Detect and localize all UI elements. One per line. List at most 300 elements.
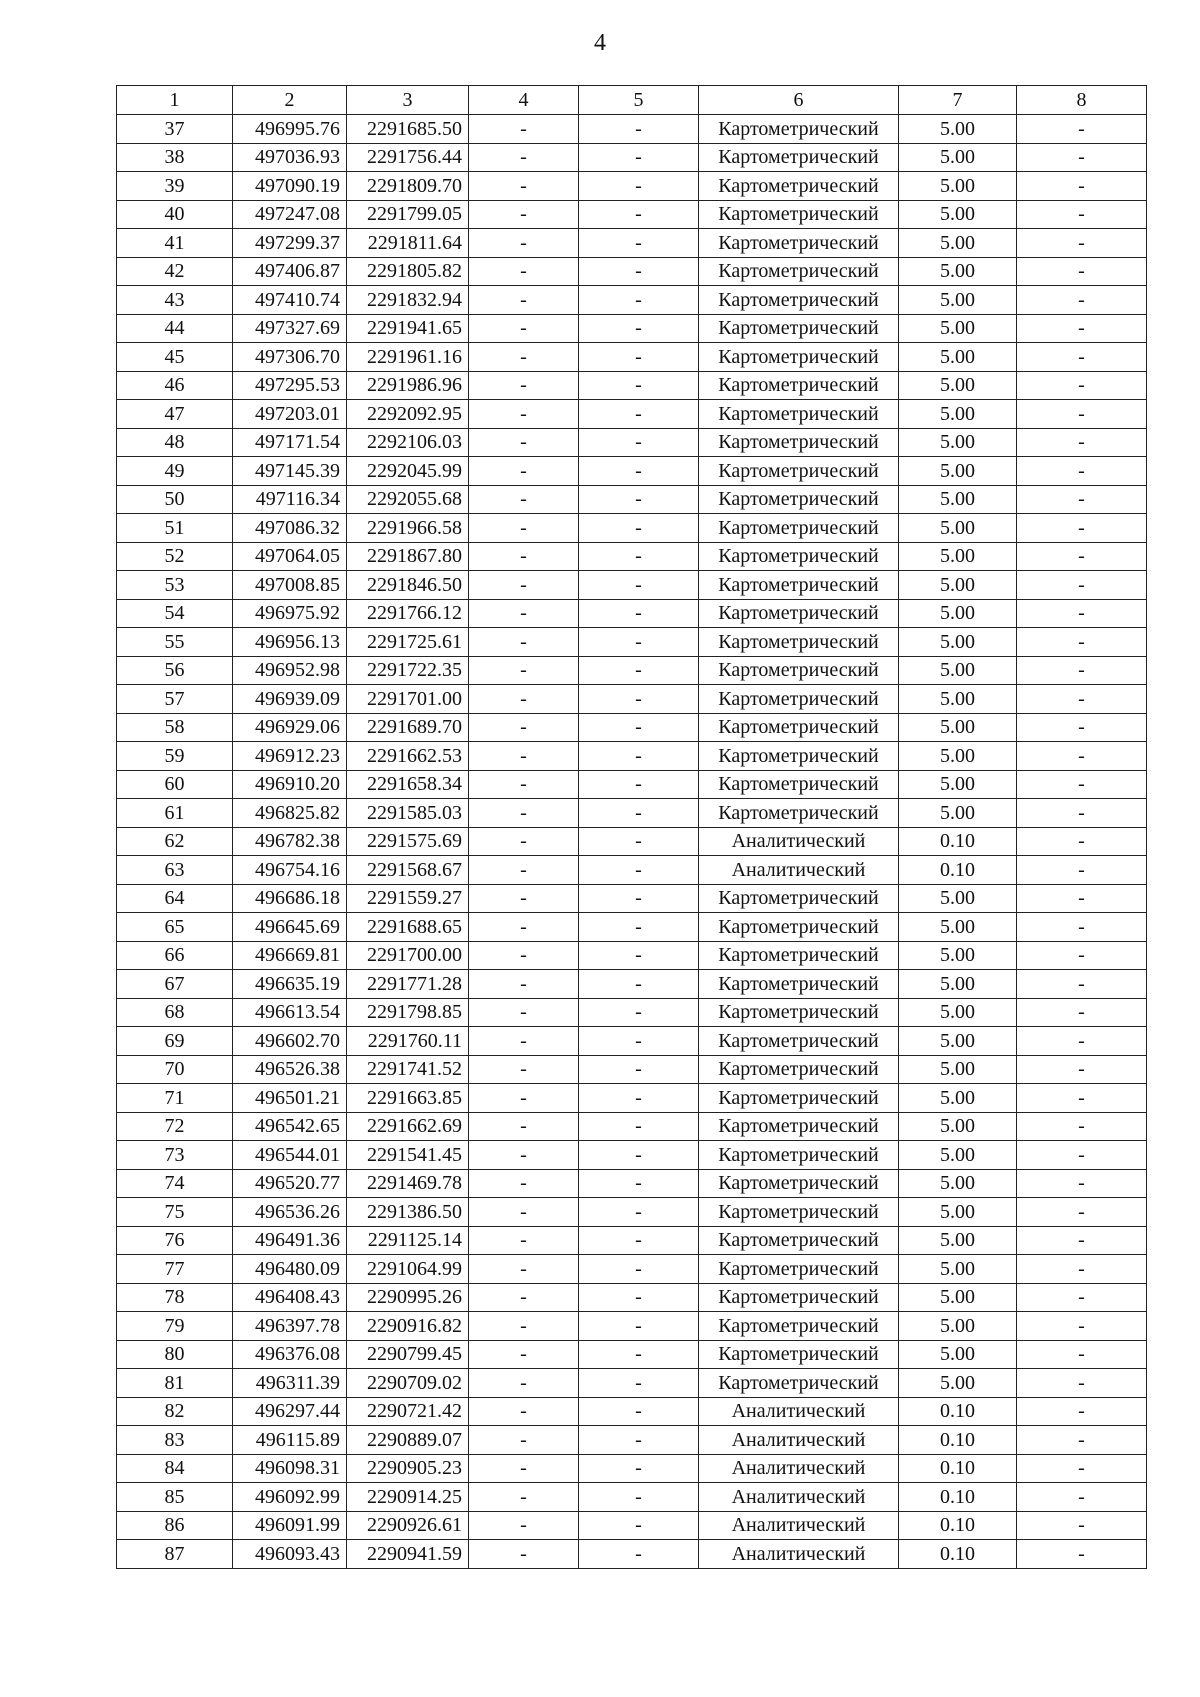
cell-method: Аналитический [699,1540,899,1569]
cell-col-8-value: - [1017,143,1147,172]
cell-col-8-value: - [1017,1540,1147,1569]
cell-y-coordinate: 2290995.26 [347,1283,469,1312]
table-row [117,400,1147,429]
cell-col-8-value: - [1017,1198,1147,1227]
cell-method: Картометрический [699,115,899,144]
table-row [117,656,1147,685]
cell-accuracy: 5.00 [899,656,1017,685]
cell-accuracy: 5.00 [899,685,1017,714]
cell-accuracy: 5.00 [899,428,1017,457]
table-row [117,1283,1147,1312]
cell-col-5-value: - [579,371,699,400]
cell-method: Картометрический [699,1055,899,1084]
cell-method: Картометрический [699,542,899,571]
cell-method: Картометрический [699,970,899,999]
cell-x-coordinate: 497036.93 [233,143,347,172]
cell-col-5-value: - [579,1426,699,1455]
cell-col-8-value: - [1017,1255,1147,1284]
cell-method: Картометрический [699,1169,899,1198]
cell-col-8-value: - [1017,856,1147,885]
cell-col-4-value: - [469,1027,579,1056]
cell-accuracy: 5.00 [899,200,1017,229]
cell-y-coordinate: 2291469.78 [347,1169,469,1198]
table-row [117,1540,1147,1569]
table-header-row [117,86,1147,115]
cell-col-4-value: - [469,884,579,913]
cell-x-coordinate: 496825.82 [233,799,347,828]
cell-accuracy: 5.00 [899,1226,1017,1255]
cell-point-number: 57 [117,685,233,714]
cell-point-number: 45 [117,343,233,372]
cell-method: Аналитический [699,856,899,885]
cell-col-5-value: - [579,457,699,486]
cell-accuracy: 5.00 [899,229,1017,258]
cell-y-coordinate: 2291585.03 [347,799,469,828]
cell-col-8-value: - [1017,286,1147,315]
cell-col-8-value: - [1017,1055,1147,1084]
cell-x-coordinate: 497203.01 [233,400,347,429]
cell-y-coordinate: 2290721.42 [347,1397,469,1426]
cell-col-5-value: - [579,713,699,742]
cell-col-8-value: - [1017,1027,1147,1056]
cell-accuracy: 5.00 [899,1283,1017,1312]
cell-accuracy: 5.00 [899,884,1017,913]
cell-x-coordinate: 497008.85 [233,571,347,600]
cell-col-5-value: - [579,1369,699,1398]
cell-col-4-value: - [469,257,579,286]
cell-accuracy: 5.00 [899,400,1017,429]
cell-x-coordinate: 497295.53 [233,371,347,400]
cell-accuracy: 0.10 [899,856,1017,885]
cell-method: Картометрический [699,371,899,400]
cell-x-coordinate: 496526.38 [233,1055,347,1084]
cell-accuracy: 5.00 [899,770,1017,799]
cell-col-5-value: - [579,827,699,856]
cell-col-5-value: - [579,1255,699,1284]
cell-y-coordinate: 2292106.03 [347,428,469,457]
cell-col-8-value: - [1017,314,1147,343]
cell-method: Картометрический [699,1198,899,1227]
cell-x-coordinate: 497116.34 [233,485,347,514]
cell-point-number: 77 [117,1255,233,1284]
cell-point-number: 47 [117,400,233,429]
cell-col-4-value: - [469,1426,579,1455]
table-row [117,257,1147,286]
cell-x-coordinate: 497410.74 [233,286,347,315]
cell-point-number: 59 [117,742,233,771]
cell-accuracy: 5.00 [899,1198,1017,1227]
cell-point-number: 53 [117,571,233,600]
cell-accuracy: 5.00 [899,371,1017,400]
cell-y-coordinate: 2291685.50 [347,115,469,144]
cell-method: Картометрический [699,656,899,685]
cell-x-coordinate: 496686.18 [233,884,347,913]
cell-col-8-value: - [1017,1312,1147,1341]
cell-col-4-value: - [469,628,579,657]
table-row [117,1226,1147,1255]
cell-col-8-value: - [1017,1340,1147,1369]
cell-col-5-value: - [579,1511,699,1540]
cell-method: Картометрический [699,400,899,429]
cell-accuracy: 5.00 [899,1369,1017,1398]
cell-method: Картометрический [699,685,899,714]
cell-x-coordinate: 496754.16 [233,856,347,885]
cell-col-4-value: - [469,200,579,229]
cell-accuracy: 5.00 [899,1112,1017,1141]
cell-col-5-value: - [579,485,699,514]
cell-x-coordinate: 496956.13 [233,628,347,657]
cell-col-5-value: - [579,1226,699,1255]
table-row [117,913,1147,942]
cell-x-coordinate: 497306.70 [233,343,347,372]
cell-col-8-value: - [1017,1112,1147,1141]
cell-col-8-value: - [1017,115,1147,144]
cell-method: Картометрический [699,514,899,543]
cell-point-number: 48 [117,428,233,457]
table-row [117,770,1147,799]
cell-method: Картометрический [699,628,899,657]
cell-col-5-value: - [579,314,699,343]
cell-x-coordinate: 496408.43 [233,1283,347,1312]
cell-col-8-value: - [1017,599,1147,628]
cell-x-coordinate: 496542.65 [233,1112,347,1141]
cell-x-coordinate: 496782.38 [233,827,347,856]
cell-col-4-value: - [469,656,579,685]
table-row [117,1340,1147,1369]
table-row [117,485,1147,514]
cell-y-coordinate: 2291064.99 [347,1255,469,1284]
cell-x-coordinate: 497145.39 [233,457,347,486]
cell-y-coordinate: 2291541.45 [347,1141,469,1170]
cell-y-coordinate: 2291805.82 [347,257,469,286]
cell-x-coordinate: 496491.36 [233,1226,347,1255]
column-header-4: 4 [469,86,579,115]
cell-y-coordinate: 2290926.61 [347,1511,469,1540]
cell-x-coordinate: 497171.54 [233,428,347,457]
cell-method: Картометрический [699,1255,899,1284]
column-header-8: 8 [1017,86,1147,115]
cell-col-4-value: - [469,1255,579,1284]
cell-point-number: 78 [117,1283,233,1312]
cell-x-coordinate: 496995.76 [233,115,347,144]
cell-y-coordinate: 2291559.27 [347,884,469,913]
cell-col-4-value: - [469,827,579,856]
cell-method: Картометрический [699,713,899,742]
cell-col-8-value: - [1017,200,1147,229]
cell-col-5-value: - [579,1540,699,1569]
cell-col-4-value: - [469,115,579,144]
cell-col-4-value: - [469,998,579,1027]
cell-col-8-value: - [1017,371,1147,400]
cell-col-5-value: - [579,229,699,258]
table-row [117,428,1147,457]
cell-col-8-value: - [1017,229,1147,258]
column-header-2: 2 [233,86,347,115]
cell-accuracy: 5.00 [899,970,1017,999]
cell-point-number: 80 [117,1340,233,1369]
coordinates-table [116,85,1147,1569]
cell-x-coordinate: 496929.06 [233,713,347,742]
cell-col-4-value: - [469,343,579,372]
cell-method: Картометрический [699,571,899,600]
cell-method: Картометрический [699,742,899,771]
cell-col-5-value: - [579,428,699,457]
cell-x-coordinate: 496115.89 [233,1426,347,1455]
cell-accuracy: 5.00 [899,286,1017,315]
cell-point-number: 43 [117,286,233,315]
cell-y-coordinate: 2291832.94 [347,286,469,315]
table-row [117,1312,1147,1341]
cell-point-number: 50 [117,485,233,514]
cell-y-coordinate: 2291700.00 [347,941,469,970]
cell-col-4-value: - [469,428,579,457]
cell-method: Картометрический [699,913,899,942]
cell-col-8-value: - [1017,1483,1147,1512]
cell-col-8-value: - [1017,685,1147,714]
cell-accuracy: 0.10 [899,1454,1017,1483]
cell-point-number: 75 [117,1198,233,1227]
cell-col-4-value: - [469,371,579,400]
cell-col-4-value: - [469,172,579,201]
table-row [117,1397,1147,1426]
cell-accuracy: 0.10 [899,1426,1017,1455]
table-row [117,172,1147,201]
cell-y-coordinate: 2291701.00 [347,685,469,714]
cell-accuracy: 0.10 [899,827,1017,856]
cell-y-coordinate: 2290889.07 [347,1426,469,1455]
cell-accuracy: 5.00 [899,1084,1017,1113]
cell-y-coordinate: 2291766.12 [347,599,469,628]
cell-point-number: 70 [117,1055,233,1084]
cell-col-4-value: - [469,400,579,429]
cell-accuracy: 5.00 [899,571,1017,600]
cell-col-5-value: - [579,115,699,144]
cell-point-number: 82 [117,1397,233,1426]
cell-point-number: 71 [117,1084,233,1113]
cell-y-coordinate: 2291941.65 [347,314,469,343]
table-row [117,1511,1147,1540]
cell-x-coordinate: 496613.54 [233,998,347,1027]
cell-point-number: 41 [117,229,233,258]
cell-method: Картометрический [699,457,899,486]
cell-method: Картометрический [699,998,899,1027]
cell-col-5-value: - [579,628,699,657]
cell-accuracy: 5.00 [899,143,1017,172]
cell-col-8-value: - [1017,970,1147,999]
cell-x-coordinate: 496093.43 [233,1540,347,1569]
cell-col-8-value: - [1017,428,1147,457]
cell-point-number: 68 [117,998,233,1027]
cell-accuracy: 5.00 [899,941,1017,970]
cell-x-coordinate: 497327.69 [233,314,347,343]
table-row [117,856,1147,885]
cell-x-coordinate: 496669.81 [233,941,347,970]
cell-col-4-value: - [469,286,579,315]
cell-y-coordinate: 2291741.52 [347,1055,469,1084]
cell-col-8-value: - [1017,172,1147,201]
cell-col-4-value: - [469,514,579,543]
cell-point-number: 51 [117,514,233,543]
cell-col-8-value: - [1017,913,1147,942]
cell-accuracy: 5.00 [899,1027,1017,1056]
cell-accuracy: 5.00 [899,115,1017,144]
cell-col-4-value: - [469,970,579,999]
cell-point-number: 85 [117,1483,233,1512]
table-row [117,941,1147,970]
cell-y-coordinate: 2290914.25 [347,1483,469,1512]
cell-accuracy: 0.10 [899,1511,1017,1540]
cell-col-8-value: - [1017,1369,1147,1398]
cell-col-4-value: - [469,1369,579,1398]
cell-x-coordinate: 497406.87 [233,257,347,286]
cell-col-4-value: - [469,1169,579,1198]
cell-col-4-value: - [469,1112,579,1141]
cell-x-coordinate: 497086.32 [233,514,347,543]
table-row [117,229,1147,258]
cell-col-8-value: - [1017,542,1147,571]
cell-col-4-value: - [469,143,579,172]
cell-x-coordinate: 496311.39 [233,1369,347,1398]
cell-col-8-value: - [1017,656,1147,685]
cell-point-number: 37 [117,115,233,144]
cell-x-coordinate: 497299.37 [233,229,347,258]
cell-col-5-value: - [579,1198,699,1227]
table-row [117,1255,1147,1284]
cell-point-number: 83 [117,1426,233,1455]
table-row [117,1169,1147,1198]
cell-x-coordinate: 496501.21 [233,1084,347,1113]
cell-y-coordinate: 2291811.64 [347,229,469,258]
cell-point-number: 44 [117,314,233,343]
cell-col-8-value: - [1017,400,1147,429]
cell-accuracy: 5.00 [899,343,1017,372]
cell-x-coordinate: 497064.05 [233,542,347,571]
cell-method: Картометрический [699,257,899,286]
cell-col-4-value: - [469,1084,579,1113]
cell-method: Картометрический [699,799,899,828]
cell-method: Аналитический [699,1397,899,1426]
table-body [117,115,1147,1569]
cell-method: Картометрический [699,1027,899,1056]
table-row [117,799,1147,828]
cell-col-8-value: - [1017,1511,1147,1540]
table-row [117,571,1147,600]
cell-col-5-value: - [579,913,699,942]
cell-col-4-value: - [469,1454,579,1483]
cell-col-5-value: - [579,970,699,999]
cell-accuracy: 5.00 [899,1255,1017,1284]
cell-accuracy: 5.00 [899,1055,1017,1084]
cell-y-coordinate: 2292055.68 [347,485,469,514]
cell-accuracy: 5.00 [899,314,1017,343]
cell-col-8-value: - [1017,884,1147,913]
cell-method: Картометрический [699,1084,899,1113]
cell-accuracy: 5.00 [899,542,1017,571]
cell-col-8-value: - [1017,998,1147,1027]
cell-col-5-value: - [579,1283,699,1312]
table-row [117,884,1147,913]
cell-method: Картометрический [699,428,899,457]
column-header-3: 3 [347,86,469,115]
table-row [117,998,1147,1027]
cell-method: Картометрический [699,143,899,172]
cell-method: Картометрический [699,485,899,514]
cell-point-number: 56 [117,656,233,685]
cell-accuracy: 5.00 [899,1312,1017,1341]
cell-col-4-value: - [469,1141,579,1170]
cell-accuracy: 0.10 [899,1397,1017,1426]
cell-col-5-value: - [579,514,699,543]
cell-x-coordinate: 497247.08 [233,200,347,229]
cell-col-5-value: - [579,542,699,571]
cell-accuracy: 5.00 [899,913,1017,942]
cell-x-coordinate: 496520.77 [233,1169,347,1198]
table-row [117,1084,1147,1113]
cell-col-5-value: - [579,856,699,885]
cell-x-coordinate: 496602.70 [233,1027,347,1056]
cell-accuracy: 5.00 [899,172,1017,201]
cell-col-5-value: - [579,1027,699,1056]
cell-col-4-value: - [469,1283,579,1312]
cell-point-number: 74 [117,1169,233,1198]
cell-point-number: 84 [117,1454,233,1483]
cell-point-number: 39 [117,172,233,201]
table-row [117,1426,1147,1455]
cell-col-4-value: - [469,1397,579,1426]
cell-point-number: 55 [117,628,233,657]
cell-col-5-value: - [579,257,699,286]
cell-y-coordinate: 2291663.85 [347,1084,469,1113]
cell-x-coordinate: 496912.23 [233,742,347,771]
cell-y-coordinate: 2291575.69 [347,827,469,856]
table-row [117,286,1147,315]
cell-col-5-value: - [579,1483,699,1512]
cell-col-8-value: - [1017,1283,1147,1312]
cell-col-4-value: - [469,742,579,771]
cell-method: Картометрический [699,1283,899,1312]
table-row [117,1141,1147,1170]
cell-y-coordinate: 2290709.02 [347,1369,469,1398]
cell-method: Картометрический [699,286,899,315]
cell-x-coordinate: 497090.19 [233,172,347,201]
cell-point-number: 62 [117,827,233,856]
cell-accuracy: 5.00 [899,1340,1017,1369]
table-row [117,713,1147,742]
cell-y-coordinate: 2291799.05 [347,200,469,229]
cell-method: Картометрический [699,1369,899,1398]
table-row [117,343,1147,372]
cell-col-5-value: - [579,742,699,771]
cell-point-number: 67 [117,970,233,999]
cell-point-number: 54 [117,599,233,628]
cell-col-4-value: - [469,229,579,258]
cell-col-4-value: - [469,1540,579,1569]
cell-col-8-value: - [1017,1454,1147,1483]
cell-col-4-value: - [469,599,579,628]
cell-x-coordinate: 496092.99 [233,1483,347,1512]
cell-col-5-value: - [579,400,699,429]
cell-accuracy: 5.00 [899,599,1017,628]
table-row [117,599,1147,628]
cell-col-5-value: - [579,1340,699,1369]
cell-col-4-value: - [469,1198,579,1227]
cell-accuracy: 0.10 [899,1483,1017,1512]
table-row [117,371,1147,400]
cell-method: Аналитический [699,1454,899,1483]
cell-point-number: 64 [117,884,233,913]
table-row [117,1112,1147,1141]
cell-method: Картометрический [699,314,899,343]
